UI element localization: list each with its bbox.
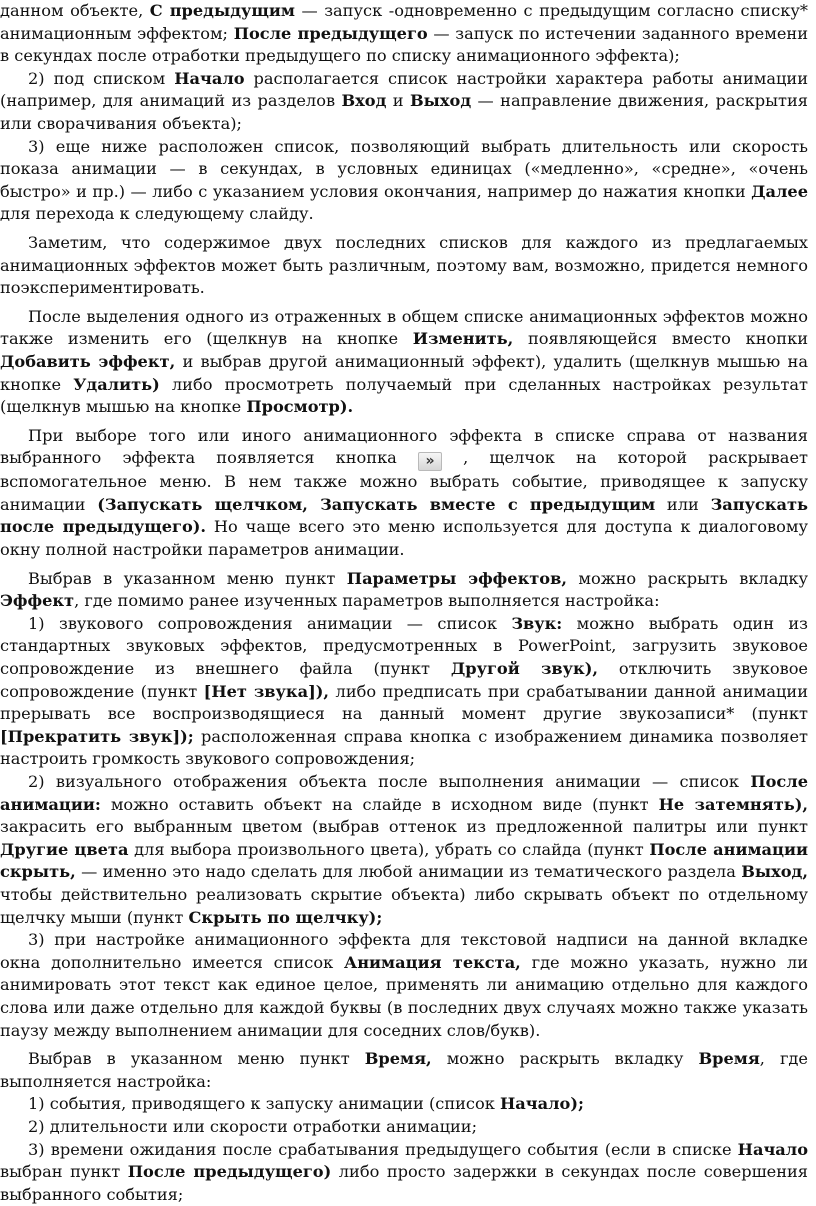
text-run: — запуск по истечении заданного времени в секундах после отработки предыдущего по списку анимационного эффекта); <box>0 24 808 66</box>
text-run: , где выполняется настройка: <box>0 1049 808 1091</box>
paragraph <box>0 613 808 771</box>
text-run: 1) звукового сопровождения анимации — список <box>28 614 511 633</box>
text-run: Выбрав в указанном меню пункт <box>28 569 347 588</box>
text-run: Заметим, что содержимое двух последних списков для каждого из предлагаемых анимационных эффектов может быть различным, поэтому вам, возможно, придется немного поэкспериментировать. <box>0 233 808 297</box>
bold-term: После предыдущего <box>234 24 428 43</box>
bold-term: Изменить, <box>413 329 514 348</box>
bold-term: Запускать после предыдущего). <box>0 495 808 537</box>
text-run: Но чаще всего это меню используется для доступа к диалоговому окну полной настройки параметров анимации. <box>0 517 808 559</box>
text-run: 2) длительности или скорости отработки анимации; <box>28 1117 477 1136</box>
text-run: 3) еще ниже расположен список, позволяющий выбрать длительность или скорость показа анимации — в секундах, в условных единицах («медленно», «средне», «очень быстро» и пр.) — либо с указанием условия окончания, например до нажатия кнопки <box>0 137 808 201</box>
text-run: чтобы действительно реализовать скрытие объекта) либо скрывать объект по отдельному щелчку мыши (пункт <box>0 885 808 927</box>
text-run: После выделения одного из отраженных в общем списке анимационных эффектов можно также изменить его (щелкнув на кнопке <box>0 307 808 349</box>
bold-term: Вход <box>341 91 386 110</box>
bold-term: После анимации: <box>0 772 808 814</box>
bold-term: С предыдущим <box>150 1 295 20</box>
paragraph <box>0 1093 808 1116</box>
text-run: — именно это надо сделать для любой анимации из тематического раздела <box>76 862 741 881</box>
text-run: 2) под списком <box>28 69 174 88</box>
bold-term: Время <box>698 1049 759 1068</box>
text-run: либо предписать при срабатывании данной анимации прерывать все воспроизводящиеся на данный момент другие звукозаписи* (пункт <box>0 682 808 724</box>
paragraph <box>0 771 808 929</box>
text-run: 2) визуального отображения объекта после выполнения анимации — список <box>28 772 750 791</box>
paragraph <box>0 136 808 226</box>
text-run: , щелчок на которой раскрывает вспомогательное меню. В нем также можно выбрать событие, приводящее к запуску анимации <box>0 448 808 514</box>
paragraph <box>0 425 808 562</box>
bold-term: [Прекратить звук]); <box>0 727 194 746</box>
text-run: можно выбрать один из стандартных звуковых эффектов, предусмотренных в PowerPoint, загрузить звуковое сопровождение из внешнего файла (пункт <box>0 614 808 678</box>
bold-term: Не затемнять), <box>659 795 808 814</box>
bold-term: [Нет звука]), <box>204 682 329 701</box>
text-run: для перехода к следующему слайду. <box>0 204 314 223</box>
text-run: либо просмотреть получаемый при сделанных настройках результат (щелкнув мышью на кнопке <box>0 375 808 417</box>
bold-term: Анимация текста, <box>344 953 521 972</box>
bold-term: Просмотр). <box>246 397 353 416</box>
paragraph <box>0 929 808 1042</box>
text-run: 3) при настройке анимационного эффекта для текстовой надписи на данной вкладке окна дополнительно имеется список <box>0 930 808 972</box>
bold-term: Начало); <box>500 1094 584 1113</box>
text-run: выбран пункт <box>0 1162 128 1181</box>
paragraph <box>0 232 808 300</box>
paragraph <box>0 68 808 136</box>
text-run: данном объекте, <box>0 1 150 20</box>
text-run: можно оставить объект на слайде в исходном виде (пункт <box>101 795 659 814</box>
text-run: и выбрав другой анимационный эффект), удалить (щелкнув мышью на кнопке <box>0 352 808 394</box>
text-run: располагается список настройки характера работы анимации (например, для анимаций из разделов <box>0 69 808 111</box>
text-run: При выборе того или иного анимационного эффекта в списке справа от названия выбранного эффекта появляется кнопка <box>0 426 808 468</box>
text-run: 3) времени ожидания после срабатывания предыдущего события (если в списке <box>28 1140 738 1159</box>
expand-menu-button-icon: » <box>418 452 442 471</box>
bold-term: Выход <box>410 91 471 110</box>
bold-term: После предыдущего) <box>128 1162 331 1181</box>
text-run: где можно указать, нужно ли анимировать этот текст как единое целое, применять ли анимацию отдельно для каждого слова или даже отдельно для каждой буквы (в последних двух случаях можно также указать паузу между выполнением анимации для соседних слов/букв). <box>0 953 808 1040</box>
bold-term: Эффект <box>0 591 74 610</box>
bold-term: Параметры эффектов, <box>347 569 567 588</box>
text-run: отключить звуковое сопровождение (пункт <box>0 659 808 701</box>
paragraph <box>0 1139 808 1206</box>
bold-term: Начало <box>738 1140 808 1159</box>
text-run: можно раскрыть вкладку <box>432 1049 699 1068</box>
paragraph <box>0 1048 808 1093</box>
bold-term: После анимации скрыть, <box>0 840 808 882</box>
text-run: можно раскрыть вкладку <box>567 569 808 588</box>
bold-term: Время, <box>365 1049 432 1068</box>
paragraph <box>0 0 808 68</box>
text-run: — направление движения, раскрытия или сворачивания объекта); <box>0 91 808 133</box>
text-run: закрасить его выбранным цветом (выбрав оттенок из предложенной палитры или пункт <box>0 817 808 836</box>
bold-term: (Запускать щелчком, Запускать вместе с предыдущим <box>97 495 655 514</box>
bold-term: Другой звук), <box>451 659 598 678</box>
text-run: для выбора произвольного цвета), убрать со слайда (пункт <box>128 840 649 859</box>
bold-term: Другие цвета <box>0 840 128 859</box>
bold-term: Добавить эффект, <box>0 352 175 371</box>
bold-term: Далее <box>751 182 808 201</box>
text-run: либо просто задержки в секундах после совершения выбранного события; <box>0 1162 808 1204</box>
text-run: 1) события, приводящего к запуску анимации (список <box>28 1094 500 1113</box>
bold-term: Звук: <box>511 614 562 633</box>
bold-term: Начало <box>174 69 244 88</box>
text-run: расположенная справа кнопка с изображением динамика позволяет настроить громкость звукового сопровождения; <box>0 727 808 769</box>
text-run: Выбрав в указанном меню пункт <box>28 1049 365 1068</box>
bold-term: Удалить) <box>73 375 160 394</box>
paragraph <box>0 568 808 613</box>
text-run: появляющейся вместо кнопки <box>513 329 808 348</box>
paragraph <box>0 306 808 419</box>
text-run: и <box>386 91 410 110</box>
paragraph <box>0 1116 808 1139</box>
bold-term: Выход, <box>741 862 808 881</box>
text-run: — запуск -одновременно с предыдущим согласно списку* анимационным эффектом; <box>0 1 808 43</box>
text-run: или <box>655 495 710 514</box>
bold-term: Скрыть по щелчку); <box>189 908 383 927</box>
text-run: , где помимо ранее изученных параметров выполняется настройка: <box>74 591 659 610</box>
